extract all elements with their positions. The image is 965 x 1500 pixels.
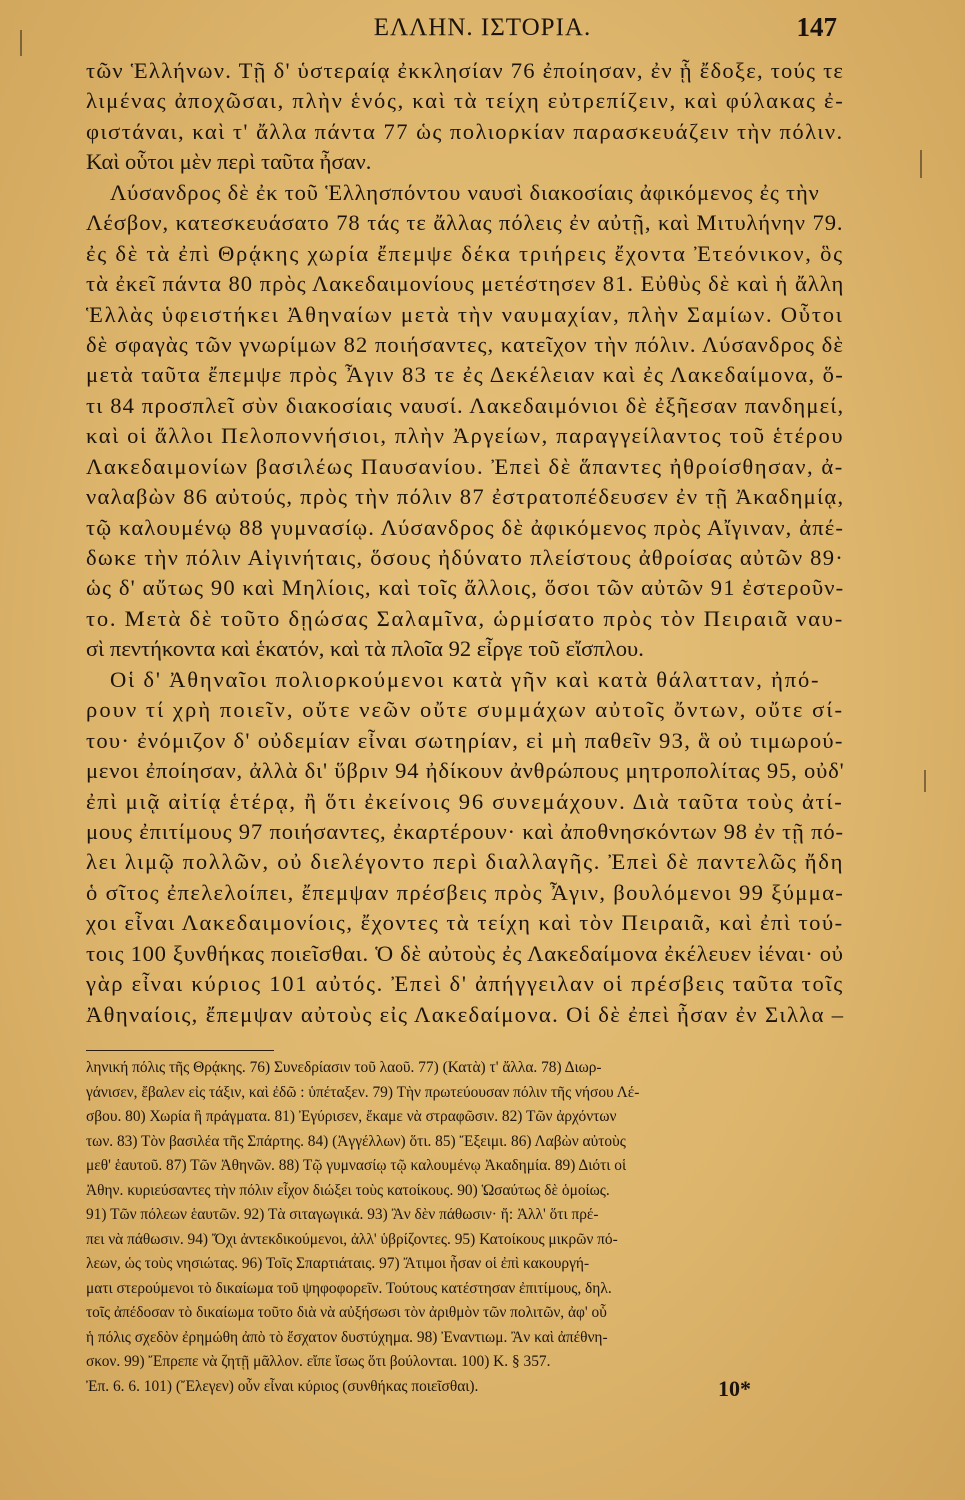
text-line: τι 84 προσπλεῖ σὺν διακοσίαις ναυσί. Λακεδαιμόνιοι δὲ ἐξῆεσαν πανδημεί, <box>86 392 844 418</box>
text-line: Ἀθηναίοις, ἔπεμψαν αὐτοὺς εἰς Λακεδαίμονα. Οἱ δὲ ἐπεὶ ἦσαν ἐν Σιλλα – <box>86 1001 844 1027</box>
text-line: φιστάναι, καὶ τ' ἄλλα πάντα 77 ὡς πολιορκίαν παρασκευάζειν τὴν πόλιν. <box>86 118 844 144</box>
text-line: ὡς δ' αὔτως 90 καὶ Μηλίοις, καὶ τοῖς ἄλλοις, ὅσοι τῶν αὐτῶν 91 ἐστεροῦν- <box>86 575 844 601</box>
text-line: μετὰ ταῦτα ἔπεμψε πρὸς Ἆγιν 83 τε ἐς Δεκέλειαν καὶ ἐς Λακεδαίμονα, ὅ- <box>86 362 844 388</box>
text-line: ὁ σῖτος ἐπελελοίπει, ἔπεμψαν πρέσβεις πρὸς Ἆγιν, βουλόμενοι 99 ξύμμα- <box>86 879 844 905</box>
text-line: γὰρ εἶναι κύριος 101 αὐτός. Ἐπεὶ δ' ἀπήγγειλαν οἱ πρέσβεις ταῦτα τοῖς <box>86 971 844 997</box>
margin-mark <box>920 150 922 178</box>
text-line: μενοι ἐποίησαν, ἀλλὰ δι' ὕβριν 94 ἠδίκουν ἀνθρώπους μητροπολίτας 95, οὐδ' <box>86 758 844 784</box>
main-text <box>86 56 844 1030</box>
footnote-line: 91) Τῶν πόλεων ἑαυτῶν. 92) Τὰ σιταγωγικά. 93) Ἂν δὲν πάθωσιν· ἤ: Ἀλλ' ὅτι πρέ- <box>86 1206 599 1223</box>
signature-mark: 10* <box>718 1376 751 1401</box>
footnote-line: σκον. 99) Ἔπρεπε νὰ ζητῇ μᾶλλον. εἴπε ἴσως ὅτι βούλονται. 100) Κ. § 357. <box>86 1353 551 1370</box>
text-line: Καὶ οὗτοι μὲν περὶ ταῦτα ἦσαν. <box>86 149 372 175</box>
footnote-line: ματι στερούμενοι τὸ δικαίωμα τοῦ ψηφοφορεῖν. Τούτους κατέστησαν ἐπιτίμους, δηλ. <box>86 1279 612 1297</box>
footnote-line: μεθ' ἑαυτοῦ. 87) Τῶν Ἀθηνῶν. 88) Τῷ γυμνασίῳ τῷ καλουμένῳ Ἀκαδημία. 89) Διότι οἱ <box>86 1157 627 1174</box>
text-line: λιμένας ἀποχῶσαι, πλὴν ἑνός, καὶ τὰ τείχη εὐτρεπίζειν, καὶ φύλακας ἐ- <box>86 88 844 114</box>
footnote-line: πει νὰ πάθωσιν. 94) Ὄχι ἀντεκδικούμενοι, ἀλλ' ὑβρίζοντες. 95) Κατοίκους μικρῶν πό- <box>86 1230 618 1248</box>
text-line: Λέσβον, κατεσκευάσατο 78 τάς τε ἄλλας πόλεις ἐν αὐτῇ, καὶ Μιτυλήνην 79. <box>86 210 844 236</box>
footnote-line: ἡ πόλις σχεδὸν ἐρημώθη ἀπὸ τὸ ἔσχατον δυστύχημα. 98) Ἐναντιωμ. Ἂν καὶ ἀπέθνη- <box>86 1328 608 1346</box>
text-line: λει λιμῷ πολλῶν, οὐ διελέγοντο περὶ διαλλαγῆς. Ἐπεὶ δὲ παντελῶς ἤδη <box>86 849 844 875</box>
footnote-line: Ἀθην. κυριεύσαντες τὴν πόλιν εἶχον διώξει τοὺς κατοίκους. 90) Ὡσαύτως δὲ ὁμοίως. <box>86 1181 610 1199</box>
text-line: καὶ οἱ ἄλλοι Πελοποννήσιοι, πλὴν Ἀργείων, παραγγείλαντος τοῦ ἑτέρου <box>86 423 844 449</box>
footnote-line: Ἐπ. 6. 6. 101) (Ἔλεγεν) οὖν εἶναι κύριος (συνθήκας ποιεῖσθαι). <box>86 1377 479 1395</box>
page-header <box>0 10 965 50</box>
text-line: δωκε τὴν πόλιν Αἰγινήταις, ὅσους ἠδύνατο πλείστους ἀθροίσας αὐτῶν 89· <box>86 545 844 570</box>
footnote-line: λεων, ὡς τοὺς νησιώτας. 96) Τοῖς Σπαρτιάταις. 97) Ἄτιμοι ἦσαν οἱ ἐπὶ κακουργή- <box>86 1255 590 1272</box>
text-line: σὶ πεντήκοντα καὶ ἑκατόν, καὶ τὰ πλοῖα 92 εἶργε τοῦ εἴσπλου. <box>86 636 644 662</box>
footnote-line: γάνισεν, ἔβαλεν εἰς τάξιν, καὶ ἐδῶ : ὑπέταξεν. 79) Τὴν πρωτεύουσαν πόλιν τῆς νήσου Λέ- <box>86 1083 640 1101</box>
footnote-divider <box>86 1050 274 1051</box>
text-line: ναλαβὼν 86 αὐτούς, πρὸς τὴν πόλιν 87 ἐστρατοπέδευσεν ἐν τῇ Ἀκαδημίᾳ, <box>86 484 844 510</box>
text-line: τὰ ἐκεῖ πάντα 80 πρὸς Λακεδαιμονίους μετέστησεν 81. Εὐθὺς δὲ καὶ ἡ ἄλλη <box>86 271 844 297</box>
footnote-line: ληνική πόλις τῆς Θρᾴκης. 76) Συνεδρίασιν τοῦ λαοῦ. 77) (Κατὰ) τ' ἄλλα. 78) Διωρ- <box>86 1059 602 1076</box>
text-line: τῷ καλουμένῳ 88 γυμνασίῳ. Λύσανδρος δὲ ἀφικόμενος πρὸς Αἴγιναν, ἀπέ- <box>86 514 844 540</box>
margin-mark <box>924 770 926 792</box>
text-line: το. Μετὰ δὲ τοῦτο δῃώσας Σαλαμῖνα, ὡρμίσατο πρὸς τὸν Πειραιᾶ ναυ- <box>86 605 844 631</box>
text-line: τοις 100 ξυνθήκας ποιεῖσθαι. Ὁ δὲ αὐτοὺς ἐς Λακεδαίμονα ἐκέλευεν ἰέναι· οὐ <box>86 940 844 966</box>
text-line: ἐς δὲ τὰ ἐπὶ Θρᾴκης χωρία ἔπεμψε δέκα τριήρεις ἔχοντα Ἐτεόνικον, ὃς <box>86 240 844 266</box>
page-number: 147 <box>796 12 837 42</box>
text-line: τῶν Ἑλλήνων. Τῇ δ' ὑστεραίᾳ ἐκκλησίαν 76 ἐποίησαν, ἐν ᾗ ἔδοξε, τούς τε <box>86 58 844 83</box>
running-title: ΕΛΛΗΝ. ΙΣΤΟΡΙΑ. <box>373 14 592 41</box>
text-line: μους ἐπιτίμους 97 ποιήσαντες, ἐκαρτέρουν· καὶ ἀποθνησκόντων 98 ἐν τῇ πό- <box>86 818 844 844</box>
text-line: του· ἐνόμιζον δ' οὐδεμίαν εἶναι σωτηρίαν, εἰ μὴ παθεῖν 93, ἃ οὐ τιμωρού- <box>86 727 844 753</box>
text-line: Οἱ δ' Ἀθηναῖοι πολιορκούμενοι κατὰ γῆν καὶ κατὰ θάλατταν, ἠπό- <box>110 666 821 692</box>
footnote-line: σβου. 80) Χωρία ἢ πράγματα. 81) Ἐγύρισεν, ἔκαμε νὰ στραφῶσιν. 82) Τῶν ἀρχόντων <box>86 1108 617 1125</box>
text-line: Λακεδαιμονίων βασιλέως Παυσανίου. Ἐπεὶ δὲ ἅπαντες ἠθροίσθησαν, ἀ- <box>86 453 844 479</box>
margin-mark <box>20 30 22 56</box>
text-line: ἐπὶ μιᾷ αἰτίᾳ ἑτέρᾳ, ἢ ὅτι ἐκείνοις 96 συνεμάχουν. Διὰ ταῦτα τοὺς ἀτί- <box>86 788 844 814</box>
text-line: χοι εἶναι Λακεδαιμονίοις, ἔχοντες τὰ τείχη καὶ τὸν Πειραιᾶ, καὶ ἐπὶ τού- <box>86 910 844 936</box>
text-line: δὲ σφαγὰς τῶν γνωρίμων 82 ποιήσαντες, κατεῖχον τὴν πόλιν. Λύσανδρος δὲ <box>86 331 844 357</box>
footnote-line: τοῖς ἀπέδοσαν τὸ δικαίωμα τοῦτο διὰ νὰ αὐξήσωσι τὸν ἀριθμὸν τῶν πολιτῶν, ἀφ' οὗ <box>86 1304 607 1321</box>
footnote-line: των. 83) Τὸν βασιλέα τῆς Σπάρτης. 84) (Ἀγγέλλων) ὅτι. 85) Ἔξειμι. 86) Λαβὼν αὐτοὺς <box>86 1132 626 1150</box>
text-line: Ἑλλὰς ὑφειστήκει Ἀθηναίων μετὰ τὴν ναυμαχίαν, πλὴν Σαμίων. Οὗτοι <box>86 301 844 327</box>
footnotes <box>86 1056 844 1399</box>
text-line: Λύσανδρος δὲ ἐκ τοῦ Ἑλλησπόντου ναυσὶ διακοσίαις ἀφικόμενος ἐς τὴν <box>110 179 820 205</box>
text-line: ρουν τί χρὴ ποιεῖν, οὔτε νεῶν οὔτε συμμάχων αὐτοῖς ὄντων, οὔτε σί- <box>86 697 844 723</box>
